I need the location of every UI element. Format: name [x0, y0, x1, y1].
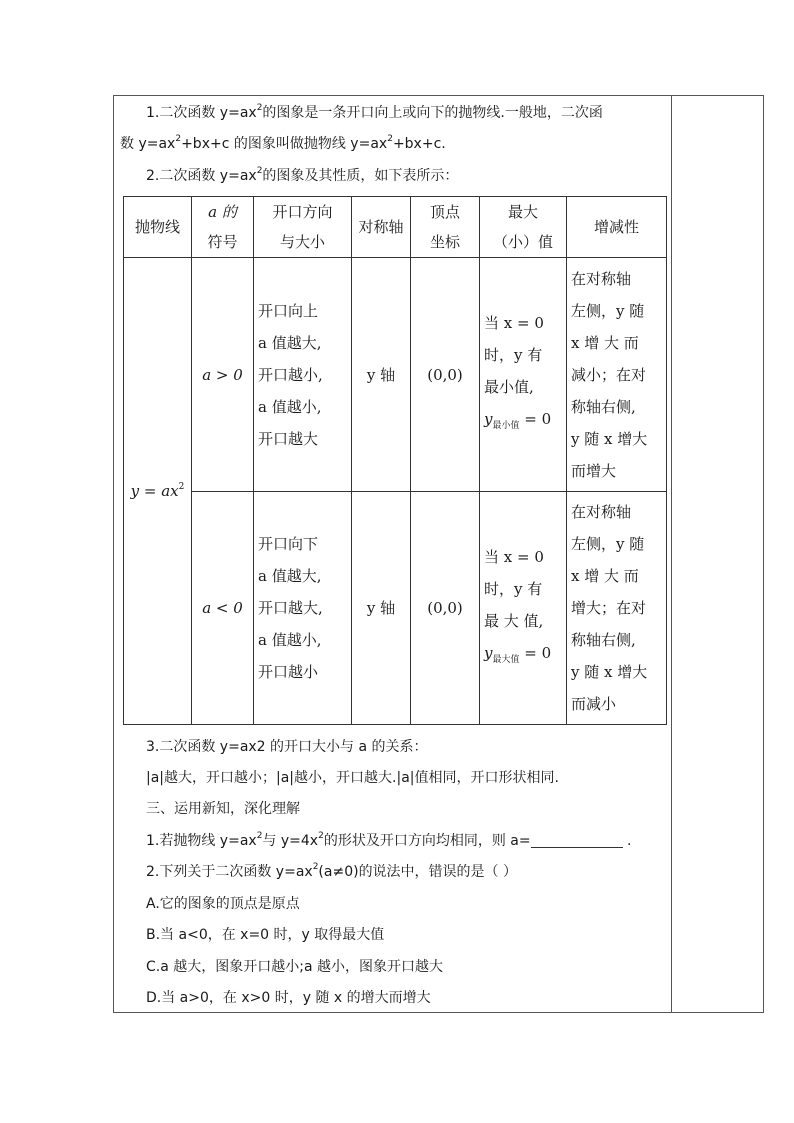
opening-positive: 开口向上 a 值越大, 开口越小, a 值越小, 开口越大	[254, 258, 352, 492]
table-header-row	[124, 197, 667, 258]
intro-line-1: 1.二次函数 $y=ax^2$的图象是一条开口向上或向下的抛物线.一般地，二次函	[146, 103, 603, 121]
vertex-positive: (0,0)	[411, 258, 480, 492]
header-extreme: 最大 （小）值	[480, 197, 567, 258]
sign-positive: a > 0	[192, 258, 254, 492]
extreme-negative: 当 x = 0 时，y 有 最 大 值, $y_{最大值} = 0$	[480, 492, 567, 725]
question-2: 2.下列关于二次函数 $y=ax^2(a\ne 0)$的说法中，错误的是（ ）	[146, 862, 518, 880]
extreme-positive: 当 x = 0 时，y 有 最小值, $y_{最小值} = 0$	[480, 258, 567, 492]
monotonic-negative: 在对称轴 左侧，y 随 x 增 大 而 增大；在对 称轴右侧, y 随 x 增大 而减小	[567, 492, 667, 725]
intro-line-3: 2.二次函数 $y=ax^2$的图象及其性质，如下表所示：	[146, 166, 459, 184]
opening-negative: 开口向下 a 值越大, 开口越大, a 值越小, 开口越小	[254, 492, 352, 725]
answer-blank[interactable]	[531, 833, 623, 848]
vertex-negative: (0,0)	[411, 492, 480, 725]
parabola-properties-table	[123, 196, 667, 725]
axis-positive: y 轴	[352, 258, 411, 492]
monotonic-positive: 在对称轴 左侧，y 随 x 增 大 而 减小；在对 称轴右侧, y 随 x 增大 而增大	[567, 258, 667, 492]
header-opening: 开口方向 与大小	[254, 197, 352, 258]
table-row-positive	[124, 258, 667, 492]
option-b: B.当 a<0，在 x=0 时，y 取得最大值	[146, 927, 385, 943]
header-monotonic: 增减性	[567, 197, 667, 258]
option-c: C.a 越大，图象开口越小;a 越小，图象开口越大	[146, 959, 443, 975]
relation-heading: 3.二次函数 y=ax2 的开口大小与 a 的关系：	[146, 739, 428, 755]
header-axis: 对称轴	[352, 197, 411, 258]
intro-line-2: 数 $y=ax^2+bx+c$ 的图象叫做抛物线 $y=ax^2+bx+c$.	[120, 134, 446, 152]
relation-rule: |a|越大，开口越小；|a|越小，开口越大.|a|值相同，开口形状相同.	[146, 770, 559, 786]
parabola-formula: $y = ax^2$	[124, 258, 192, 725]
header-vertex: 顶点 坐标	[411, 197, 480, 258]
sign-negative: a < 0	[192, 492, 254, 725]
section-title: 三、运用新知，深化理解	[146, 801, 300, 817]
header-parabola: 抛物线	[124, 197, 192, 258]
table-row-negative	[124, 492, 667, 725]
axis-negative: y 轴	[352, 492, 411, 725]
question-1: 1.若抛物线 $y=ax^2$与 $y=4x^2$的形状及开口方向均相同，则 a= .	[146, 831, 632, 849]
option-a: A.它的图象的顶点是原点	[146, 896, 300, 912]
header-sign: a 的 符号	[192, 197, 254, 258]
option-d: D.当 a>0，在 x>0 时，y 随 x 的增大而增大	[146, 990, 431, 1006]
